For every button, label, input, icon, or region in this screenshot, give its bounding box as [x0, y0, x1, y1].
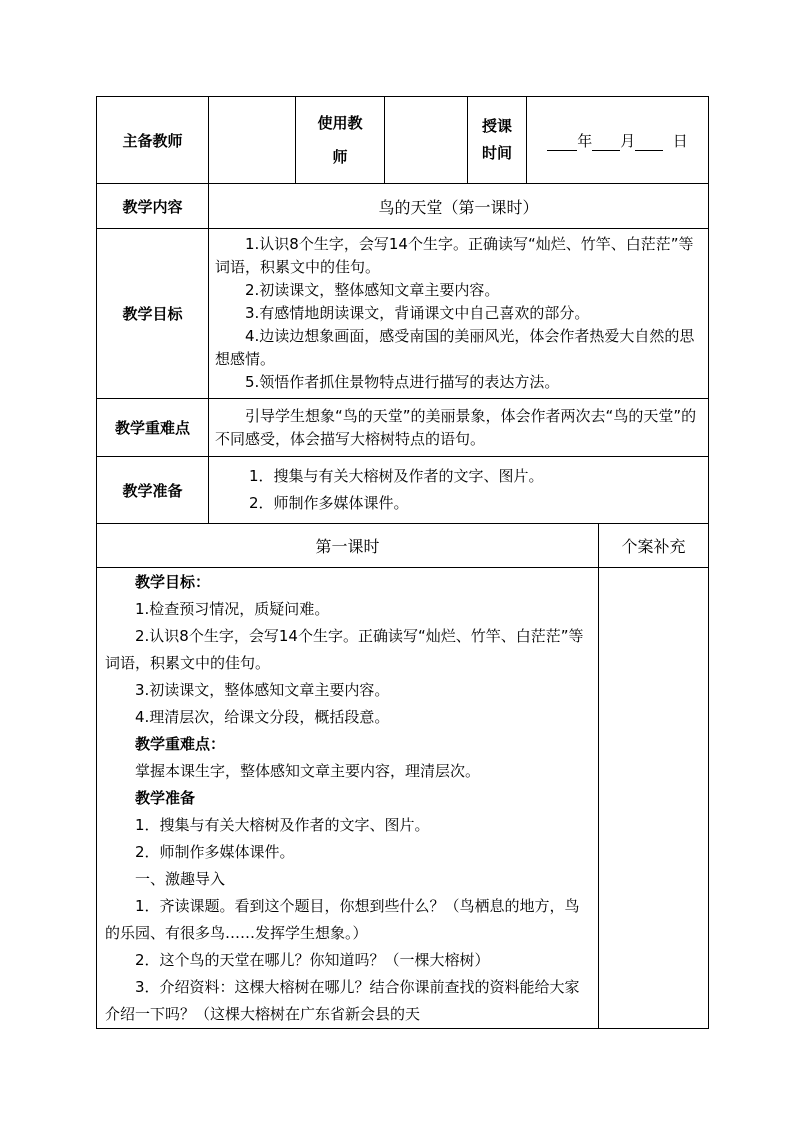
preparation-item: 1．搜集与有关大榕树及作者的文字、图片。: [249, 467, 544, 485]
day-blank: [635, 134, 663, 151]
lead-teacher-label: 主备教师: [97, 97, 209, 184]
content-value: 鸟的天堂（第一课时）: [209, 184, 709, 229]
lesson-line: 2．师制作多媒体课件。: [135, 843, 295, 861]
lesson-line: 1．搜集与有关大榕树及作者的文字、图片。: [135, 816, 430, 834]
objective-item: 5.领悟作者抓住景物特点进行描写的表达方法。: [245, 373, 560, 391]
lesson-line: 4.理清层次，给课文分段，概括段意。: [135, 708, 390, 726]
objectives-list: [209, 229, 709, 399]
month-blank: [592, 134, 620, 151]
preparation-list: [209, 457, 709, 524]
preparation-item: 2．师制作多媒体课件。: [249, 494, 409, 512]
using-teacher-value: [385, 97, 468, 184]
lesson-plan-table: [96, 96, 709, 1029]
class-date: [527, 97, 709, 184]
lesson-line: 一、激趣导入: [135, 870, 226, 888]
day-label: 日: [672, 131, 688, 150]
class-time-label-line1: 授课: [481, 117, 512, 135]
lesson-heading: 教学目标：: [135, 573, 211, 591]
key-points-label: 教学重难点: [97, 399, 209, 457]
lesson-line: 3．介绍资料：这棵大榕树在哪儿？结合你课前查找的资料能给大家介绍一下吗？（这棵大榕树在广东省新会县的天: [105, 978, 580, 1023]
lesson-body: [97, 568, 599, 1029]
using-teacher-label-line1: 使用教: [317, 114, 363, 132]
using-teacher-label-line2: 师: [332, 148, 348, 166]
using-teacher-label: [296, 97, 385, 184]
lesson-heading: 教学重难点：: [135, 735, 226, 753]
lesson-line: 3.初读课文，整体感知文章主要内容。: [135, 681, 390, 699]
lesson-lines: [97, 568, 598, 1028]
lesson-heading: 教学准备: [135, 789, 196, 807]
content-label: 教学内容: [97, 184, 209, 229]
year-label: 年: [577, 131, 593, 150]
lesson-title: 第一课时: [97, 524, 599, 568]
class-time-label-line2: 时间: [481, 144, 512, 162]
lesson-line: 2．这个鸟的天堂在哪儿？你知道吗？（一棵大榕树）: [135, 951, 490, 969]
class-time-label: [468, 97, 527, 184]
lesson-line: 1.检查预习情况，质疑问难。: [135, 600, 330, 618]
lead-teacher-value: [209, 97, 296, 184]
objectives-label: 教学目标: [97, 229, 209, 399]
objective-item: 3.有感情地朗读课文，背诵课文中自己喜欢的部分。: [245, 304, 590, 322]
supplement-label: 个案补充: [599, 524, 709, 568]
supplement-notes: [599, 568, 709, 1029]
preparation-label: 教学准备: [97, 457, 209, 524]
objective-item: 4.边读边想象画面，感受南国的美丽风光，体会作者热爱大自然的思想感情。: [215, 327, 695, 368]
objective-item: 2.初读课文，整体感知文章主要内容。: [245, 281, 500, 299]
objective-item: 1.认识8个生字，会写14个生字。正确读写“灿烂、竹竿、白茫茫”等词语，积累文中的佳句。: [215, 235, 694, 276]
year-blank: [547, 134, 577, 151]
key-points-value: [209, 399, 709, 457]
lesson-line: 2.认识8个生字，会写14个生字。正确读写“灿烂、竹竿、白茫茫”等词语，积累文中的佳句。: [105, 627, 584, 672]
month-label: 月: [620, 131, 636, 150]
key-points-text: 引导学生想象“鸟的天堂”的美丽景象，体会作者两次去“鸟的天堂”的不同感受，体会描写大榕树特点的语句。: [215, 406, 697, 448]
lesson-line: 掌握本课生字，整体感知文章主要内容，理清层次。: [135, 762, 481, 780]
lesson-line: 1．齐读课题。看到这个题目，你想到些什么？（鸟栖息的地方，鸟的乐园、有很多鸟……发挥学生想象。）: [105, 897, 580, 942]
